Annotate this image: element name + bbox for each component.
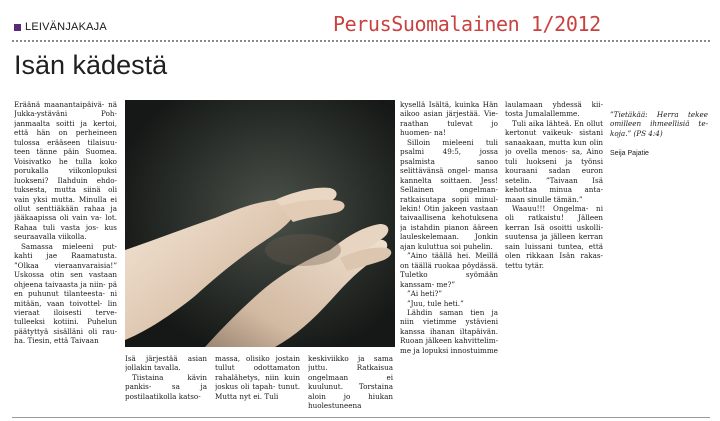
paragraph: ”Aino täällä hei. Meillä on täällä ruokaa pöydässä. Tuletko syömään kanssam- me?” [400,251,498,289]
paragraph: Isä järjestää asian jollakin tavalla. [125,354,207,373]
section-square-icon [14,24,21,31]
bible-quote [610,110,708,138]
article-column-6 [505,100,603,417]
paragraph: keskiviikko ja sama juttu. Ratkaisua ongelmaan ei kuulunut. Torstaina aloin jo hiukan huolestuneena [308,354,393,411]
hands-photo [125,100,395,347]
author-byline: Seija Pajatie [610,150,649,158]
paragraph: Samassa mieleeni put- kahti jae Raamatusta. ”Olkaa vieraanvaraisia!” Uskossa otin sen vastaan ohjeena taivaasta ja niin- pä en puhunut tilanteesta- ni mitään, vaan toivottel- lin vieraat iloisesti terve- tulleeksi kotiini. Puhelun päätyttyä sisälläni oli rau- ha. Tiesin, että Taivaan [14,241,117,346]
paragraph: ”Juu, tule heti.” [407,298,464,308]
article-column-2 [125,354,207,416]
paragraph: massa, olisiko jostain tullut odottamaton rahalähetys, niin kuin joskus oli tapah- tunut. Mutta nyt ei. Tuli [215,354,300,401]
paragraph: Silloin mieleeni tuli psalmi 49:5, jossa psalmista sanoo selittävänsä ongel- mansa kannelta soittaen. Jess! Sellainen ongelman- ratkaisutapa sopii minul- lekin! Otin jakeen vastaan taivaallisena kehotuksena ja istahdin pianon ääreen lauleskelemaan. Jonkin ajan kuluttua soi puhelin. [400,137,498,251]
paragraph: Waauu!!! Ongelma- ni oli ratkaistu! Jälleen kerran Isä osoitti uskolli- suutensa ja jälleen kerran sain luissani tuntea, että olen rikkaan Isän rakas- tettu tytär. [505,203,603,270]
article-column-7 [610,100,708,417]
paragraph: ”Ai heti?” [407,289,443,299]
article-column-1 [14,100,117,417]
paragraph: Tuli aika lähteä. En ollut kertonut vaikeuk- sistani sanaakaan, mutta kun olin jo ovella menos- sa, Aino tuli luokseni ja työnsi kouraani sadan euron setelin. ”Taivaan Isä kehottaa minua anta- maan sinulle tämän.” [505,118,603,204]
footer-rule [12,417,710,418]
paragraph: Tiistaina kävin pankis- sa ja postilaatikolla katso- [125,372,207,401]
article-column-4 [308,354,393,416]
publication-title: PerusSuomalainen 1/2012 [333,12,601,36]
cupped-hands-image [125,100,395,347]
section-tag [14,21,107,33]
paragraph: laulamaan yhdessä kii- tosta Jumalallemme. [505,100,603,119]
paragraph: kysellä Isältä, kuinka Hän aikoo asian järjestää. Vie- raathan tulevat jo huomen- na! [400,100,498,138]
article-column-3 [215,354,300,416]
paragraph: Lähdin saman tien ja niin vietimme ystävieni kanssa ihanan iltapäivän. Ruoan jälkeen kahvittelim- me ja lopuksi innostuimme [400,307,498,355]
header-rule [12,40,710,42]
quote-text: ”Tietäkää: Herra tekee omilleen ihmeellisiä te- koja.” (PS 4:4) [610,110,708,138]
paragraph: Eräänä maanantaipäivä- nä Jukka-ystäväni Poh- janmaalta soitti ja kertoi, että hän on perheineen tulossa erääseen tilaisuu- teen tänne päin Suomea. Voisivatko he tulla koko porukalla viikonlopuksi luokseni? Ilahduin ehdo- tuksesta, mutta siinä oli vain yksi mutta. Minulla ei ollut senttiäkään rahaa ja jääkaapissa oli vain va- lot. Rahaa tuli vasta jos- kus seuraavalla viikolla. [14,100,117,242]
article-title: Isän kädestä [14,50,168,80]
article-column-5 [400,100,498,417]
section-label: LEIVÄNJAKAJA [25,21,107,33]
